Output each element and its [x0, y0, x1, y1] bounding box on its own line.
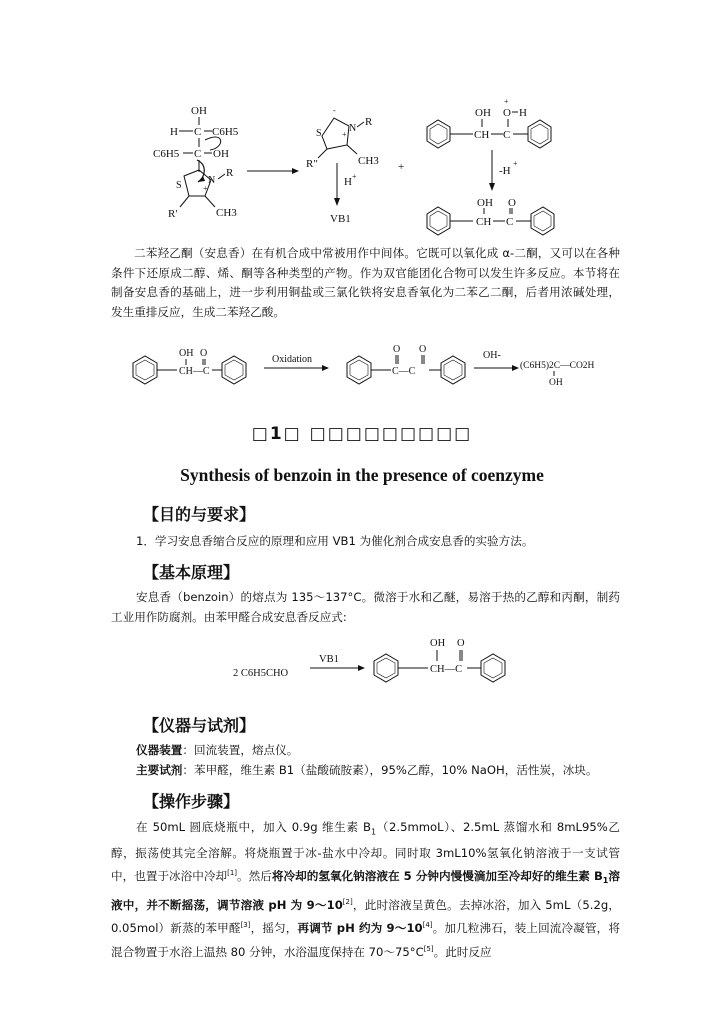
aims-heading: 【目的与要求】: [143, 505, 256, 524]
right-h: H: [519, 107, 527, 119]
product-oh: OH: [477, 197, 493, 209]
rxn-oh: OH: [430, 638, 446, 649]
apparatus-text: ：回流装置，熔点仪。: [182, 743, 299, 757]
svg-text:+: +: [203, 184, 208, 193]
reactant-label: 2 C6H5CHO: [233, 668, 289, 679]
left-r: R: [226, 167, 234, 179]
left-c1: C: [194, 126, 202, 138]
apparatus-label: 仪器装置: [136, 743, 183, 757]
proc-bold2: 溶液中，并不断摇荡，调节溶液 pH 为 9～10: [111, 869, 620, 912]
proc-s4: ，此时溶液呈黄色。去掉冰浴，加入 5mL（5.2g，0.05mol）新蒸的苯甲醛: [111, 897, 620, 936]
apparatus-line: [136, 741, 620, 761]
left-oh-right: OH: [213, 148, 229, 160]
middle-r-dprime: R": [306, 158, 318, 170]
intro-paragraph: 二苯羟乙酮（安息香）在有机合成中常被用作中间体。它既可以氧化成 α-二酮，又可以在各种条件下还原成二醇、烯、酮等各种类型的产物。作为双官能团化合物可以发生许多反应。本节将在制备安息香的基础上，进一步利用铜盐或三氯化铁将安息香氧化为二苯乙二酮，后者用浓碱处理，发生重排反应，生成二苯羟乙酸。: [111, 246, 620, 319]
product-ch: CH: [476, 216, 492, 228]
aims-item: 1．学习安息香缩合反应的原理和应用 VB1 为催化剂合成安息香的实验方法。: [136, 534, 534, 548]
procedure-paragraph: [111, 817, 620, 962]
plus-sign: +: [398, 161, 405, 173]
middle-n: N: [349, 123, 357, 134]
proc-s2: （2.5mmoL）、2.5mL 蒸馏水和 8mL95%乙醇，振荡使其完全溶解。将烧瓶置于冰-盐水中冷却。同时取 3mL10%氢氧化钠溶液于一支试管中，也置于冰浴中冷却: [111, 820, 620, 884]
ox-ch-c: CH—C: [179, 366, 210, 377]
mechanism-scheme: [0, 0, 724, 240]
middle-h-plus: H: [344, 176, 352, 188]
right-minus-h: -H: [499, 165, 511, 177]
svg-text:-: -: [333, 106, 336, 115]
principle-heading: 【基本原理】: [143, 563, 240, 582]
oh-minus: OH-: [483, 350, 501, 361]
ox-oh: OH: [179, 348, 194, 359]
ox-o: O: [200, 348, 208, 359]
ref-4: [4]: [422, 921, 433, 930]
product-oh-label: OH: [549, 378, 563, 388]
right-oh: OH: [475, 107, 491, 119]
procedure-heading: 【操作步骤】: [143, 792, 240, 811]
proc-s7: 。此时反应: [433, 944, 492, 959]
ox-c-c: C—C: [392, 366, 416, 377]
left-r-prime: R': [168, 208, 178, 220]
svg-text:+: +: [513, 159, 518, 168]
experiment-title: □1□ □□□□□□□□□: [251, 424, 473, 444]
rxn-o: O: [457, 638, 465, 649]
left-c6h5-right: C6H5: [212, 126, 239, 138]
middle-r: R: [365, 116, 373, 128]
right-ch: CH: [474, 129, 490, 141]
ref-2: [2]: [342, 897, 353, 906]
reaction-arrow-1: [247, 168, 299, 174]
svg-text:+: +: [504, 97, 509, 106]
reagent-label: 主要试剂: [136, 763, 183, 777]
left-h: H: [170, 126, 178, 138]
benzoin-reaction: [0, 628, 724, 698]
left-c2: C: [194, 148, 202, 160]
oxidation-label: Oxidation: [272, 354, 312, 365]
oxidation-scheme: [0, 338, 724, 404]
left-ch3: CH3: [216, 207, 237, 219]
rxn-ch-c: CH—C: [430, 664, 463, 675]
product-formula: (C6H5)2C—CO2H: [520, 361, 595, 371]
proc-bold3: 再调节 pH 约为 9～10: [297, 921, 423, 936]
proc-s5: ，摇匀，: [250, 921, 298, 936]
product-o: O: [508, 197, 516, 209]
ref-5: [5]: [423, 944, 434, 953]
principle-text: 安息香（benzoin）的熔点为 135～137°C。微溶于水和乙醚，易溶于热的乙醇和丙酮，制药工业用作防腐剂。由苯甲醛合成安息香反应式:: [111, 590, 620, 624]
left-oh-top: OH: [191, 105, 207, 117]
proc-s1: 在 50mL 圆底烧瓶中，加入 0.9g 维生素 B: [136, 820, 372, 834]
right-c: C: [503, 129, 511, 141]
product-c: C: [506, 216, 514, 228]
svg-text:+: +: [342, 130, 347, 139]
apparatus-heading: 【仪器与试剂】: [143, 716, 256, 735]
catalyst-label: VB1: [319, 654, 339, 665]
middle-ch3: CH3: [358, 155, 379, 167]
ox-o1: O: [393, 344, 401, 355]
proc-bold1: 将冷却的氢氧化钠溶液在 5 分钟内慢慢滴加至冷却好的维生素 B: [271, 869, 603, 884]
mechanism-left-structure: [153, 105, 239, 220]
proc-bold1-sub: 1: [602, 876, 609, 886]
ref-3: [3]: [240, 921, 251, 930]
ox-o2: O: [419, 344, 427, 355]
mechanism-middle-structure: [306, 106, 404, 225]
proc-s1-sub: 1: [371, 827, 377, 837]
proc-s6: 。加几粒沸石，装上回流冷凝管，将混合物置于水浴上温热 80 分钟，水浴温度保持在 70～75°C: [111, 921, 620, 959]
reagent-text: ：苯甲醛，维生素 B1（盐酸硫胺素），95%乙醇，10% NaOH，活性炭，冰块。: [182, 763, 598, 777]
ref-1: [1]: [227, 869, 238, 878]
mechanism-right-structure: [427, 97, 554, 235]
left-c6h5-left: C6H5: [153, 148, 180, 160]
left-n-plus: N: [208, 175, 216, 186]
english-title: Synthesis of benzoin in the presence of coenzyme: [180, 465, 544, 485]
left-s: S: [176, 180, 182, 191]
middle-s: S: [316, 128, 322, 139]
right-o: O: [503, 107, 511, 119]
middle-vb1: VB1: [330, 213, 351, 225]
proc-s3: 。然后: [237, 869, 272, 884]
svg-text:+: +: [352, 172, 357, 181]
reagents-line: [136, 761, 626, 781]
